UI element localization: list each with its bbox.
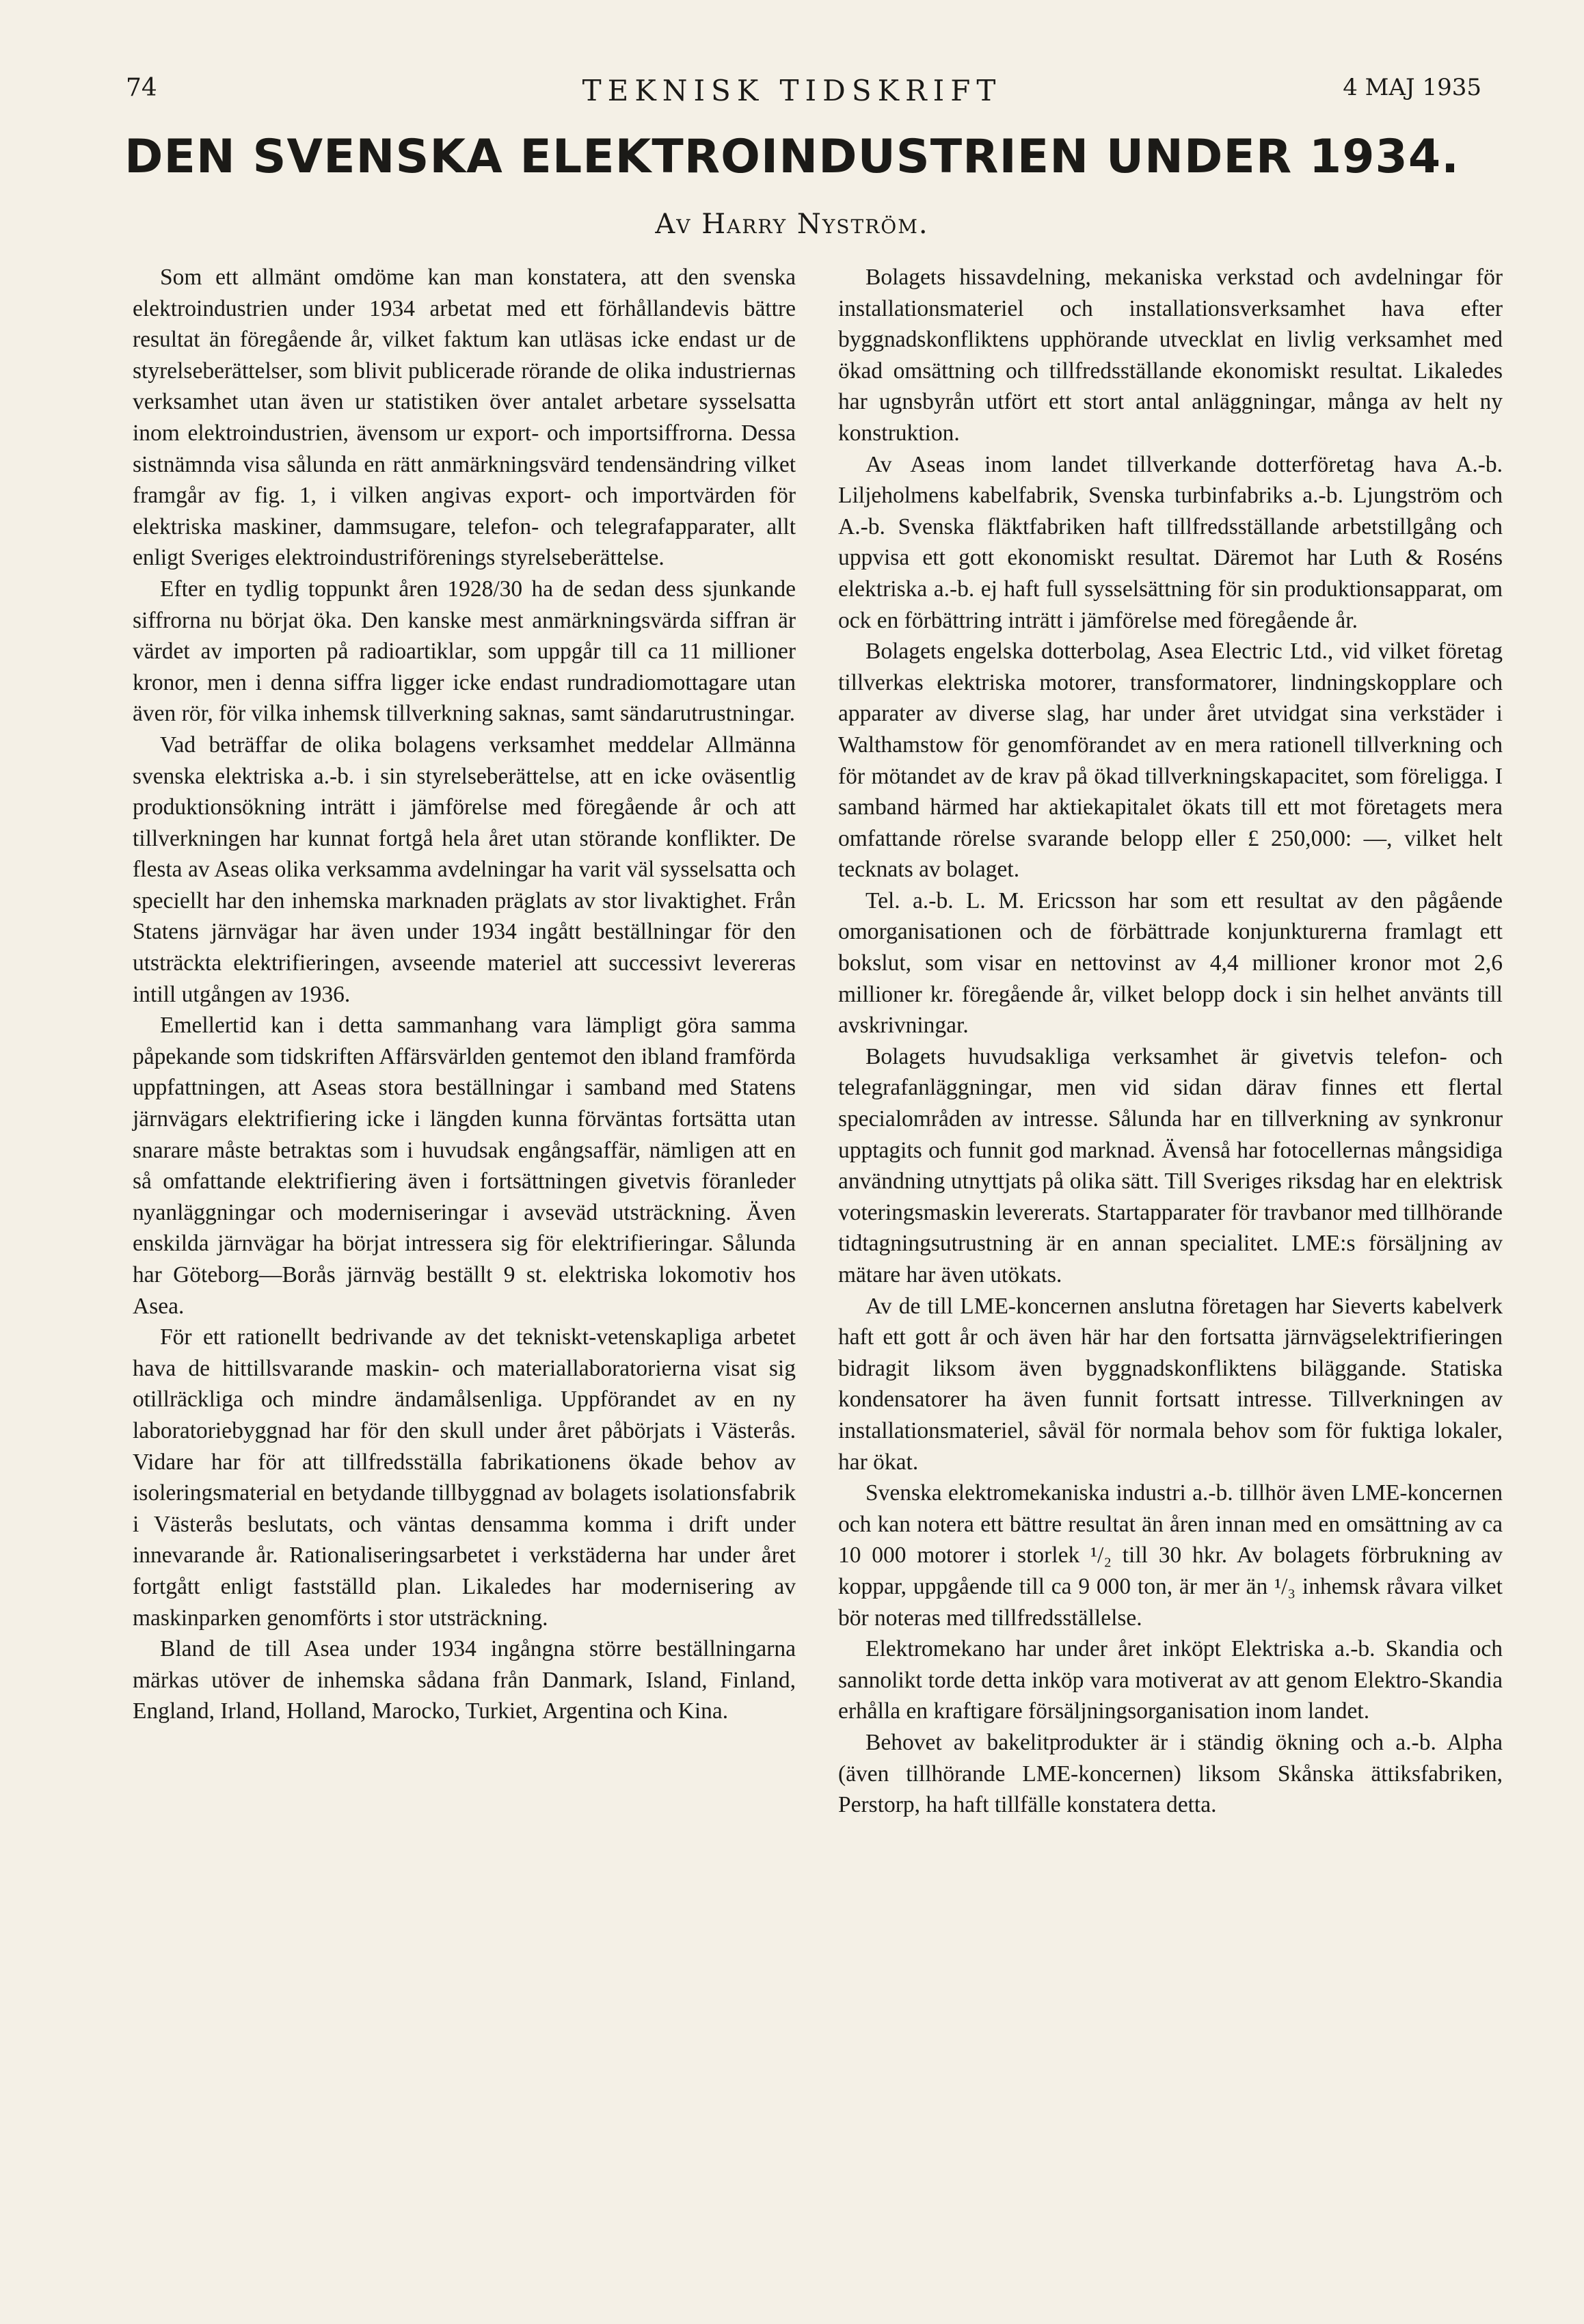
- paragraph: Bolagets huvudsakliga verksamhet är givetvis telefon- och telegrafanläggningar, men vid sidan därav finnes ett flertal specialområden av intresse. Sålunda har en tillverkning av synkronur upptagits och funnit god marknad. Ävenså har fotocellernas mångsidiga användning utnyttjats på olika sätt. Till Sveriges riksdag har en elektrisk voteringsmaskin levererats. Startapparater för travbanor med tillhörande tidtagningsutrustning är en annan specialitet. LME:s försäljning av mätare har även utökats.: [838, 1043, 1503, 1287]
- paragraph: Bolagets hissavdelning, mekaniska verkstad och avdelningar för installationsmateriel och installationsverksamhet hava efter byggnadskonfliktens upphörande utvecklat en livlig verksamhet med ökad omsättning och tillfredsställande ekonomiskt resultat. Likaledes har ugnsbyrån utfört ett stort antal anläggningar, många av helt ny konstruktion.: [838, 265, 1503, 446]
- paragraph: Elektromekano har under året inköpt Elektriska a.-b. Skandia och sannolikt torde detta inköp vara motiverat av att genom Elektro-Skandia erhålla en kraftigare försäljningsorganisation inom landet.: [838, 1636, 1503, 1724]
- issue-date: 4 MAJ 1935: [1343, 74, 1481, 101]
- paragraph: Av de till LME-koncernen anslutna företagen har Sieverts kabelverk haft ett gott år och även här har den fortsatta järnvägselektrifieringen bidragit liksom även byggnadskonfliktens biläggande. Statiska kondensatorer ha även funnit fortsatt intresse. Tillverkningen av installationsmateriel, såväl för normala behov som för fuktiga lokaler, har ökat.: [838, 1293, 1503, 1475]
- byline: Av Harry Nyström.: [655, 209, 929, 240]
- paragraph: Svenska elektromekaniska industri a.-b. tillhör även LME-koncernen och kan notera ett bättre resultat än åren innan med en omsättning av ca 10 000 motorer i storlek ¹/₂ till 30 hkr. Av bolagets förbrukning av koppar, uppgående till ca 9 000 ton, är mer än ¹/₃ inhemsk råvara vilket bör noteras med tillfredsställelse.: [838, 1480, 1503, 1631]
- paragraph: Av Aseas inom landet tillverkande dotterföretag hava A.-b. Liljeholmens kabelfabrik, Svenska turbinfabriks a.-b. Ljungström och A.-b. Svenska fläktfabriken haft tillfredsställande arbetstillgång och uppvisa ett gott ekonomiskt resultat. Däremot har Luth & Roséns elektriska a.-b. ej haft full sysselsättning för sin produktionsapparat, om ock en förbättring inträtt i jämförelse med föregående år.: [838, 451, 1503, 633]
- paragraph: Bland de till Asea under 1934 ingångna större beställningarna märkas utöver de inhemska sådana från Danmark, Island, Finland, England, Irland, Holland, Marocko, Turkiet, Argentina och Kina.: [133, 1636, 796, 1724]
- left-column: [133, 262, 796, 1727]
- paragraph: Bolagets engelska dotterbolag, Asea Electric Ltd., vid vilket företag tillverkas elektriska motorer, transformatorer, lindningskopplare och apparater av diverse slag, har under året utvidgat sina verkstäder i Walthamstow för genomförandet av en mera rationell tillverkning och för mötandet av de krav på ökad tillverkningskapacitet, som föreligga. I samband härmed har aktiekapitalet ökats till ett mot företagets mera omfattande rörelse svarande belopp eller £ 250,000: —, vilket helt tecknats av bolaget.: [838, 639, 1503, 883]
- paragraph: Tel. a.-b. L. M. Ericsson har som ett resultat av den pågående omorganisationen och de förbättrade konjunkturerna framlagt ett bokslut, som visar en nettovinst av 4,4 millioner kronor mot 2,6 millioner kr. föregående år, vilket belopp dock i sin helhet använts till avskrivningar.: [838, 887, 1503, 1039]
- article-title: DEN SVENSKA ELEKTROINDUSTRIEN UNDER 1934.: [124, 130, 1460, 184]
- paragraph: Behovet av bakelitprodukter är i ständig ökning och a.-b. Alpha (även tillhörande LME-koncernen) liksom Skånska ättiksfabriken, Perstorp, ha haft tillfälle konstatera detta.: [838, 1729, 1503, 1818]
- page-number: 74: [126, 74, 157, 102]
- paragraph: Som ett allmänt omdöme kan man konstatera, att den svenska elektroindustrien under 1934 arbetat med ett förhållandevis bättre resultat än föregående år, vilket faktum kan utläsas icke endast ur de styrelseberättelser, som blivit publicerade rörande de olika industriernas verksamhet utan även ur statistiken över antalet arbetare sysselsatta inom elektroindustrien, ävensom ur export- och importsiffrorna. Dessa sistnämnda visa sålunda en rätt anmärkningsvärd tendensändring vilket framgår av fig. 1, i vilken angivas export- och importvärden för elektriska maskiner, dammsugare, telefon- och telegrafapparater, allt enligt Sveriges elektroindustriförenings styrelseberättelse.: [133, 265, 796, 571]
- paragraph: Efter en tydlig toppunkt åren 1928/30 ha de sedan dess sjunkande siffrorna nu börjat öka. Den kanske mest anmärkningsvärda siffran är värdet av importen på radioartiklar, som uppgår till ca 11 millioner kronor, men i denna siffra ligger icke endast rundradiomottagare utan även rör, för vilka inhemsk tillverkning saknas, samt sändarutrustningar.: [133, 576, 796, 727]
- paragraph: För ett rationellt bedrivande av det tekniskt-vetenskapliga arbetet hava de hittillsvarande maskin- och materiallaboratorierna visat sig otillräckliga och mindre ändamålsenliga. Uppförandet av en ny laboratoriebyggnad har för den skull under året påbörjats i Västerås. Vidare har för att tillfredsställa fabrikationens ökade behov av isoleringsmaterial en betydande tillbyggnad av bolagets isolationsfabrik i Västerås beslutats, och väntas densamma komma i drift under innevarande år. Rationaliseringsarbetet i verkstäderna har under året fortgått enligt fastställd plan. Likaledes har modernisering av maskinparken genomförts i stor utsträckning.: [133, 1324, 796, 1631]
- paragraph: Vad beträffar de olika bolagens verksamhet meddelar Allmänna svenska elektriska a.-b. i sin styrelseberättelse, att en icke oväsentlig produktionsökning inträtt i jämförelse med föregående år och att tillverkningen har kunnat fortgå hela året utan störande konflikter. De flesta av Aseas olika verksamma avdelningar ha varit väl sysselsatta och speciellt har den inhemska marknaden präglats av stor livaktighet. Från Statens järnvägar har även under 1934 ingått beställningar för den utsträckta elektrifieringen, avseende materiel att successivt levereras intill utgången av 1936.: [133, 732, 796, 1007]
- journal-name: TEKNISK TIDSKRIFT: [582, 74, 1002, 107]
- right-column: [838, 262, 1503, 1821]
- paragraph: Emellertid kan i detta sammanhang vara lämpligt göra samma påpekande som tidskriften Affärsvärlden gentemot den ibland framförda uppfattningen, att Aseas stora beställningar i samband med Statens järnvägars elektrifiering icke i längden kunna förväntas fortsätta utan snarare måste betraktas som i huvudsak engångsaffär, nämligen att en så omfattande elektrifiering även i fortsättningen givetvis föranleder nyanläggningar och moderniseringar i avseväd utsträckning. Även enskilda järnvägar ha börjat intressera sig för elektrifieringar. Sålunda har Göteborg—Borås järnväg beställt 9 st. elektriska lokomotiv hos Asea.: [133, 1013, 796, 1319]
